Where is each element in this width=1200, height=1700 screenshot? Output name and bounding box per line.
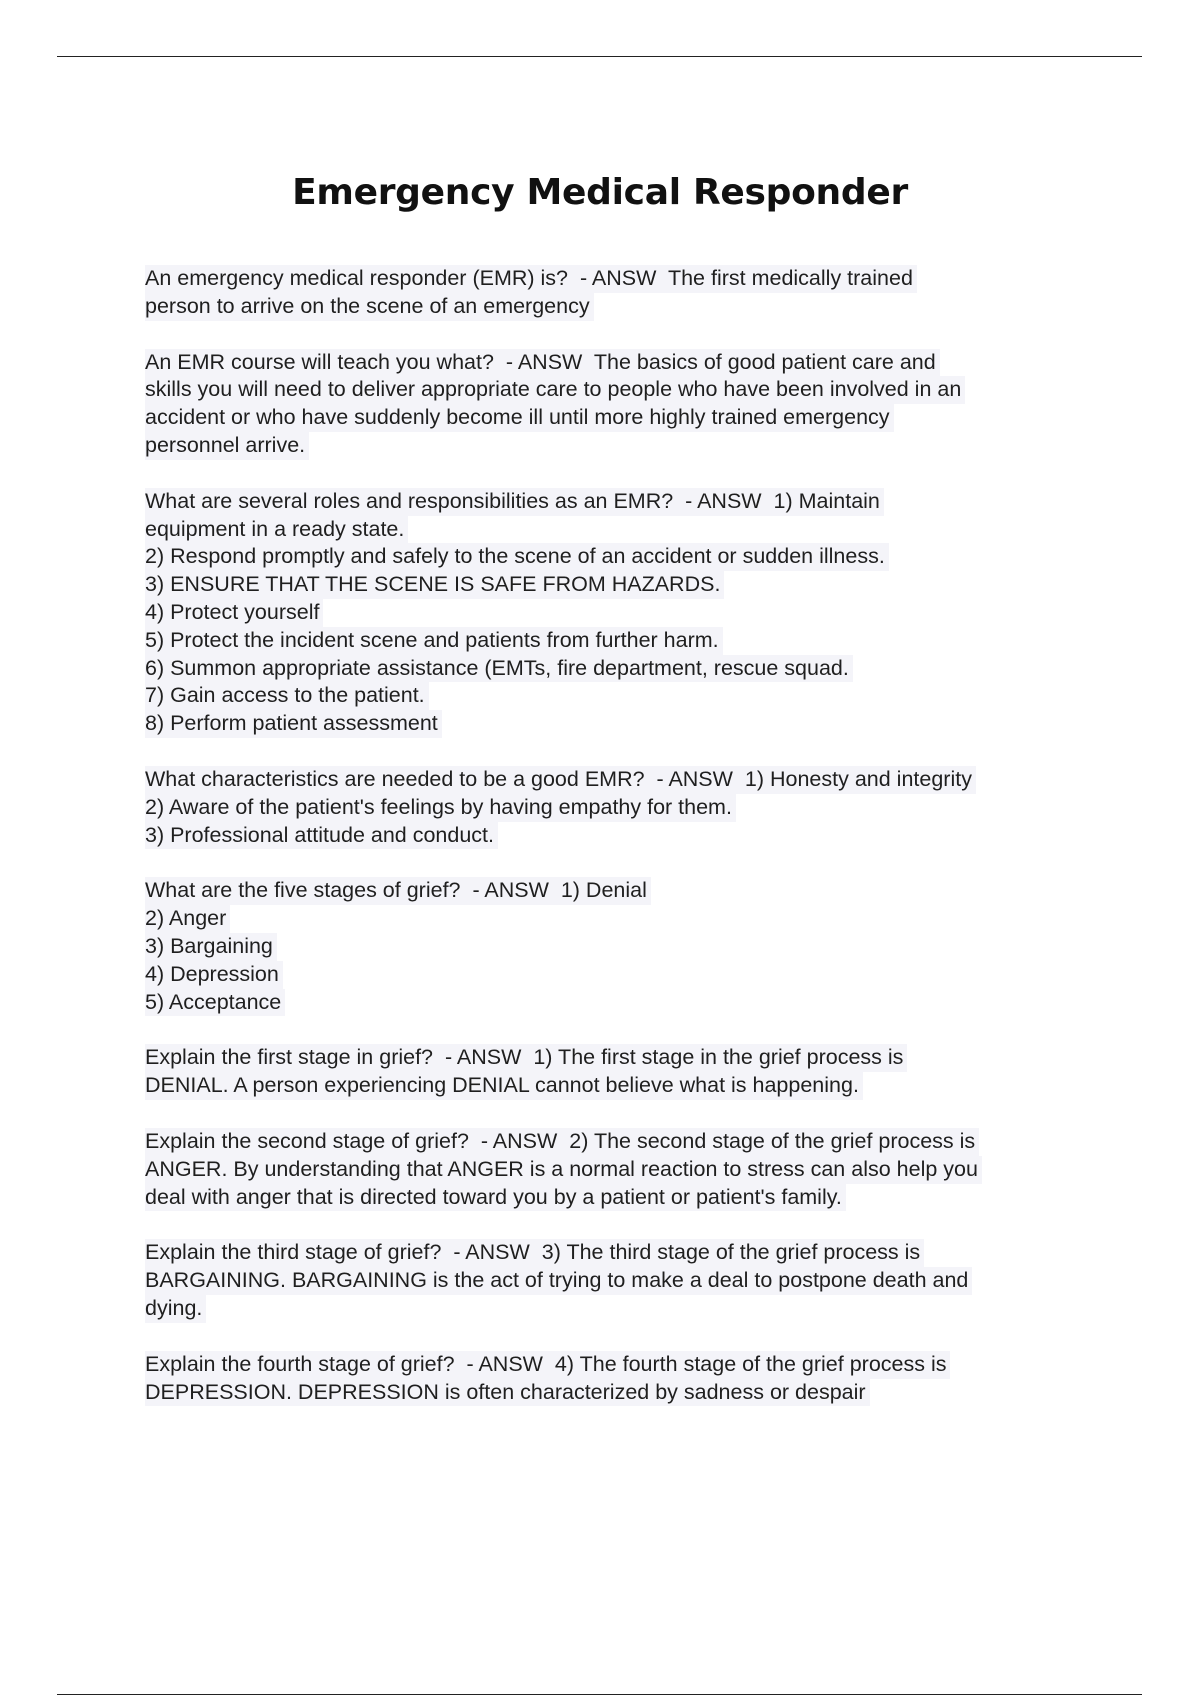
qa-line: 4) Protect yourself [145,599,323,627]
qa-item [145,1128,1095,1211]
qa-line: skills you will need to deliver appropriate care to people who have been involved in an [145,376,965,404]
qa-line: personnel arrive. [145,432,309,460]
page-title: Emergency Medical Responder [292,172,908,214]
qa-line: person to arrive on the scene of an emergency [145,293,594,321]
qa-line: What are several roles and responsibilities as an EMR? - ANSW 1) Maintain [145,488,884,516]
qa-item [145,488,1095,738]
qa-line: ANGER. By understanding that ANGER is a normal reaction to stress can also help you [145,1156,982,1184]
qa-line: 5) Acceptance [145,989,285,1017]
qa-item [145,1351,1095,1407]
qa-line: 7) Gain access to the patient. [145,682,429,710]
bottom-rule [57,1694,1142,1695]
qa-line: An emergency medical responder (EMR) is? - ANSW The first medically trained [145,265,917,293]
qa-item [145,766,1095,849]
qa-line: 3) Professional attitude and conduct. [145,822,498,850]
qa-line: Explain the third stage of grief? - ANSW 3) The third stage of the grief process is [145,1239,924,1267]
qa-line: BARGAINING. BARGAINING is the act of trying to make a deal to postpone death and [145,1267,972,1295]
qa-line: Explain the fourth stage of grief? - ANSW 4) The fourth stage of the grief process is [145,1351,950,1379]
qa-line: 3) ENSURE THAT THE SCENE IS SAFE FROM HAZARDS. [145,571,724,599]
qa-item [145,1044,1095,1100]
qa-line: Explain the second stage of grief? - ANSW 2) The second stage of the grief process is [145,1128,979,1156]
qa-line: What are the five stages of grief? - ANSW 1) Denial [145,877,651,905]
qa-list [145,265,1095,1434]
qa-line: 3) Bargaining [145,933,277,961]
qa-item [145,265,1095,321]
qa-line: DEPRESSION. DEPRESSION is often characterized by sadness or despair [145,1379,870,1407]
qa-line: equipment in a ready state. [145,516,408,544]
top-rule [57,56,1142,57]
qa-item [145,877,1095,1016]
qa-line: Explain the first stage in grief? - ANSW 1) The first stage in the grief process is [145,1044,907,1072]
qa-line: 2) Anger [145,905,230,933]
qa-line: dying. [145,1295,206,1323]
qa-line: 5) Protect the incident scene and patients from further harm. [145,627,723,655]
qa-line: 2) Aware of the patient's feelings by having empathy for them. [145,794,736,822]
qa-item [145,1239,1095,1322]
qa-line: 6) Summon appropriate assistance (EMTs, fire department, rescue squad. [145,655,853,683]
qa-line: An EMR course will teach you what? - ANSW The basics of good patient care and [145,349,940,377]
qa-line: What characteristics are needed to be a good EMR? - ANSW 1) Honesty and integrity [145,766,976,794]
qa-line: accident or who have suddenly become ill until more highly trained emergency [145,404,894,432]
qa-line: deal with anger that is directed toward you by a patient or patient's family. [145,1184,846,1212]
qa-line: 4) Depression [145,961,283,989]
qa-line: 2) Respond promptly and safely to the scene of an accident or sudden illness. [145,543,889,571]
qa-item [145,349,1095,460]
qa-line: 8) Perform patient assessment [145,710,442,738]
qa-line: DENIAL. A person experiencing DENIAL cannot believe what is happening. [145,1072,863,1100]
